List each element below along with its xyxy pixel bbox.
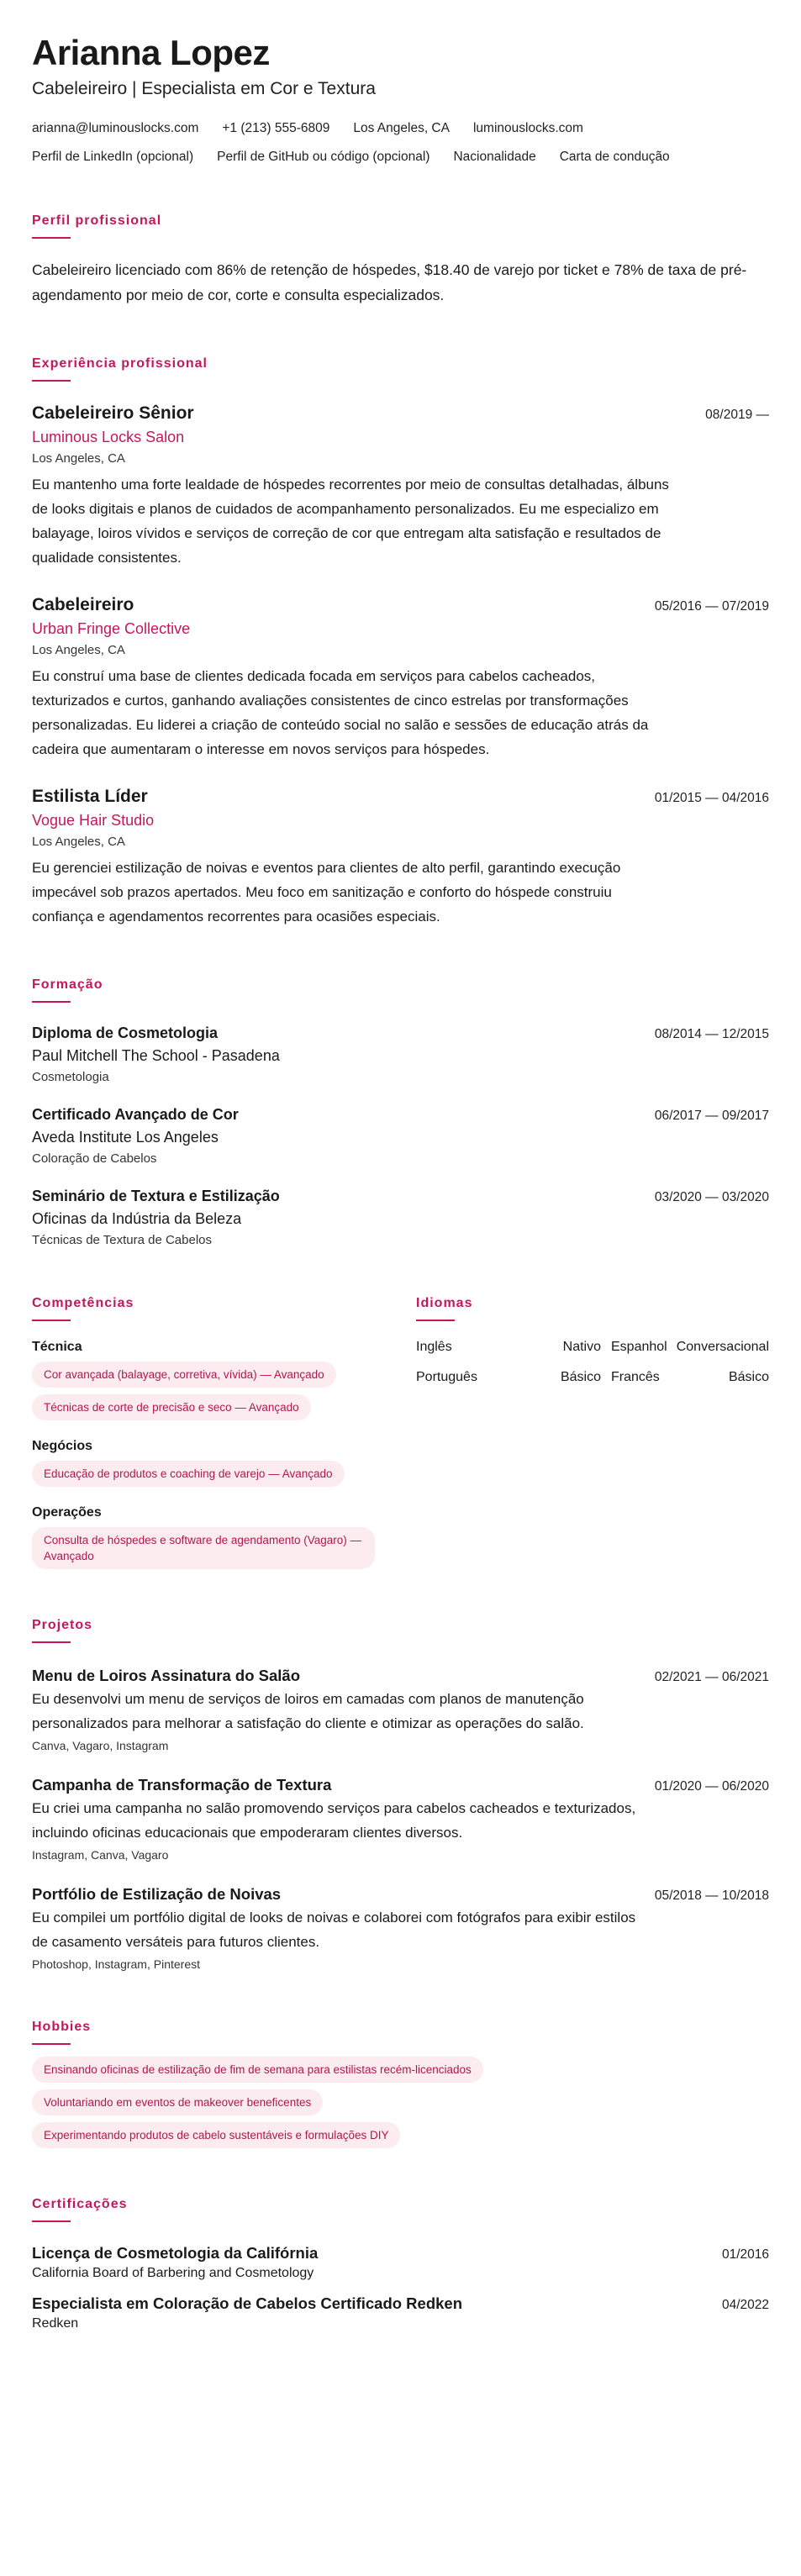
profile-summary: Cabeleireiro licenciado com 86% de retenção de hóspedes, $18.40 de varejo por ticket e 78% de taxa de pré-agendamento por meio de cor, corte e consulta especializados.: [32, 261, 747, 303]
job-description: Eu mantenho uma forte lealdade de hóspedes recorrentes por meio de consultas detalhadas, álbuns de looks digitais e planos de cuidados de acompanhamento personalizados. Eu me especializo em balayage, loiros vívidos e serviços de correção de cor que entregam alta satisfação e resultados de qualidade consistentes.: [32, 477, 669, 566]
skill-group-name: Negócios: [32, 1439, 93, 1453]
education-date: 03/2020 — 03/2020: [654, 1190, 769, 1204]
certification-list: [32, 2244, 769, 2331]
contact-phone[interactable]: +1 (213) 555-6809: [222, 121, 330, 135]
skill-chip: Cor avançada (balayage, corretiva, vívida) — Avançado: [32, 1362, 336, 1388]
language-name: Francês: [611, 1370, 660, 1384]
job-description: Eu construí uma base de clientes dedicada focada em serviços para cabelos cacheados, texturizados e curtos, ganhando avaliações consistentes de cinco estrelas por transformações personalizadas. Eu liderei a criação de conteúdo social no salão e sessões de educação atrás da cadeira que aumentaram o interesse em novos serviços para hóspedes.: [32, 668, 649, 757]
certification-title: Licença de Cosmetologia da Califórnia: [32, 2244, 319, 2262]
section-title-experience: Experiência profissional: [32, 356, 208, 371]
contact-location: Los Angeles, CA: [353, 121, 450, 135]
skill-group: [32, 1340, 416, 1420]
project-tools: Photoshop, Instagram, Pinterest: [32, 1957, 200, 1971]
education-field: Técnicas de Textura de Cabelos: [32, 1233, 213, 1247]
certification-issuer: Redken: [32, 2316, 79, 2331]
contact-github[interactable]: Perfil de GitHub ou código (opcional): [217, 150, 430, 164]
job-entry: [32, 595, 769, 761]
experience-list: [32, 403, 769, 929]
contact-nationality: Nacionalidade: [453, 150, 536, 164]
section-title-languages: Idiomas: [416, 1296, 473, 1310]
education-entry: [32, 1025, 769, 1084]
job-title: Cabeleireiro Sênior: [32, 403, 194, 423]
project-description: Eu compilei um portfólio digital de looks de noivas e colaborei com fotógrafos para exibir estilos de casamento versáteis para futuros clientes.: [32, 1910, 636, 1950]
education-list: [32, 1025, 769, 1247]
language-level: Básico: [728, 1370, 769, 1384]
job-date: 05/2016 — 07/2019: [654, 599, 769, 614]
job-date: 08/2019 —: [705, 408, 769, 422]
job-entry: [32, 403, 769, 570]
education-degree: Certificado Avançado de Cor: [32, 1106, 239, 1123]
section-title-profile: Perfil profissional: [32, 213, 162, 228]
education-school: Paul Mitchell The School - Pasadena: [32, 1047, 280, 1064]
project-date: 02/2021 — 06/2021: [654, 1670, 769, 1684]
project-title: Portfólio de Estilização de Noivas: [32, 1885, 282, 1903]
certification-date: 04/2022: [721, 2298, 769, 2312]
language-level: Nativo: [562, 1340, 601, 1354]
job-company: Urban Fringe Collective: [32, 620, 191, 637]
hobby-chip: Voluntariando em eventos de makeover beneficentes: [32, 2089, 323, 2115]
contact-license: Carta de condução: [559, 150, 670, 164]
certification-entry: [32, 2294, 769, 2331]
project-entry: [32, 1885, 769, 1971]
project-date: 01/2020 — 06/2020: [654, 1779, 769, 1794]
section-divider: [32, 1320, 71, 1321]
job-title: Cabeleireiro: [32, 595, 134, 614]
skill-group-name: Operações: [32, 1505, 102, 1520]
education-date: 08/2014 — 12/2015: [654, 1027, 769, 1041]
job-location: Los Angeles, CA: [32, 835, 125, 849]
section-divider: [32, 1641, 71, 1643]
skill-chip: Educação de produtos e coaching de varejo — Avançado: [32, 1461, 345, 1487]
skill-group: [32, 1505, 416, 1569]
section-divider: [416, 1320, 455, 1321]
language-level: Básico: [560, 1370, 601, 1384]
contact-list: [32, 121, 769, 165]
certification-issuer: California Board of Barbering and Cosmetology: [32, 2266, 314, 2280]
education-date: 06/2017 — 09/2017: [654, 1109, 769, 1123]
contact-website[interactable]: luminouslocks.com: [472, 121, 583, 135]
section-title-hobbies: Hobbies: [32, 2020, 92, 2034]
project-description: Eu desenvolvi um menu de serviços de loiros em camadas com planos de manutenção personalizados para melhorar a satisfação do cliente e otimizar as operações do salão.: [32, 1691, 584, 1731]
job-date: 01/2015 — 04/2016: [654, 791, 769, 805]
project-date: 05/2018 — 10/2018: [654, 1889, 769, 1903]
section-divider: [32, 380, 71, 382]
project-entry: [32, 1667, 769, 1752]
contact-linkedin[interactable]: Perfil de LinkedIn (opcional): [32, 150, 194, 164]
certification-date: 01/2016: [721, 2247, 769, 2262]
education-degree: Diploma de Cosmetologia: [32, 1025, 219, 1041]
language-name: Inglês: [416, 1340, 452, 1354]
education-field: Cosmetologia: [32, 1070, 109, 1084]
project-title: Campanha de Transformação de Textura: [32, 1776, 332, 1794]
education-entry: [32, 1106, 769, 1166]
certification-entry: [32, 2244, 769, 2281]
language-name: Português: [416, 1370, 477, 1384]
job-location: Los Angeles, CA: [32, 451, 125, 466]
skill-group-name: Técnica: [32, 1340, 82, 1354]
job-entry: [32, 787, 769, 929]
hobby-chip: Ensinando oficinas de estilização de fim de semana para estilistas recém-licenciados: [32, 2057, 483, 2083]
education-school: Oficinas da Indústria da Beleza: [32, 1210, 242, 1227]
job-company: Luminous Locks Salon: [32, 429, 185, 445]
project-list: [32, 1667, 769, 1971]
project-entry: [32, 1776, 769, 1862]
language-list: [416, 1340, 769, 1385]
project-tools: Instagram, Canva, Vagaro: [32, 1848, 169, 1862]
skill-group: [32, 1439, 416, 1487]
headline: Cabeleireiro | Especialista em Cor e Textura: [32, 79, 376, 98]
education-field: Coloração de Cabelos: [32, 1151, 157, 1166]
section-title-skills: Competências: [32, 1296, 134, 1310]
section-divider: [32, 2220, 71, 2222]
education-entry: [32, 1188, 769, 1247]
hobby-list: [32, 2057, 769, 2148]
project-title: Menu de Loiros Assinatura do Salão: [32, 1667, 301, 1684]
certification-title: Especialista em Coloração de Cabelos Certificado Redken: [32, 2294, 463, 2312]
section-title-education: Formação: [32, 977, 103, 992]
hobby-chip: Experimentando produtos de cabelo sustentáveis e formulações DIY: [32, 2122, 400, 2148]
skill-chip: Consulta de hóspedes e software de agendamento (Vagaro) — Avançado: [32, 1527, 375, 1569]
candidate-name: Arianna Lopez: [32, 33, 270, 72]
language-name: Espanhol: [611, 1340, 667, 1354]
section-divider: [32, 1001, 71, 1003]
job-company: Vogue Hair Studio: [32, 812, 155, 829]
skills-languages: [32, 1247, 769, 1569]
contact-email[interactable]: arianna@luminouslocks.com: [32, 121, 199, 135]
skill-chip: Técnicas de corte de precisão e seco — Avançado: [32, 1394, 311, 1420]
project-tools: Canva, Vagaro, Instagram: [32, 1739, 169, 1752]
education-school: Aveda Institute Los Angeles: [32, 1129, 219, 1146]
job-title: Estilista Líder: [32, 787, 148, 806]
section-title-projects: Projetos: [32, 1618, 93, 1632]
section-divider: [32, 2043, 71, 2045]
project-description: Eu criei uma campanha no salão promovendo serviços para cabelos cacheados e texturizados, incluindo oficinas educacionais que empoderaram clientes diversos.: [32, 1800, 636, 1841]
skills-column: [32, 1247, 416, 1569]
languages-column: [416, 1247, 769, 1569]
section-divider: [32, 237, 71, 239]
job-description: Eu gerenciei estilização de noivas e eventos para clientes de alto perfil, garantindo execução impecável sob prazos apertados. Meu foco em sanitização e conforto do hóspede construiu confiança e agendamentos recorrentes para ocasiões especiais.: [32, 860, 621, 925]
education-degree: Seminário de Textura e Estilização: [32, 1188, 280, 1204]
section-title-certifications: Certificações: [32, 2197, 128, 2211]
job-location: Los Angeles, CA: [32, 643, 125, 657]
language-level: Conversacional: [676, 1340, 769, 1354]
